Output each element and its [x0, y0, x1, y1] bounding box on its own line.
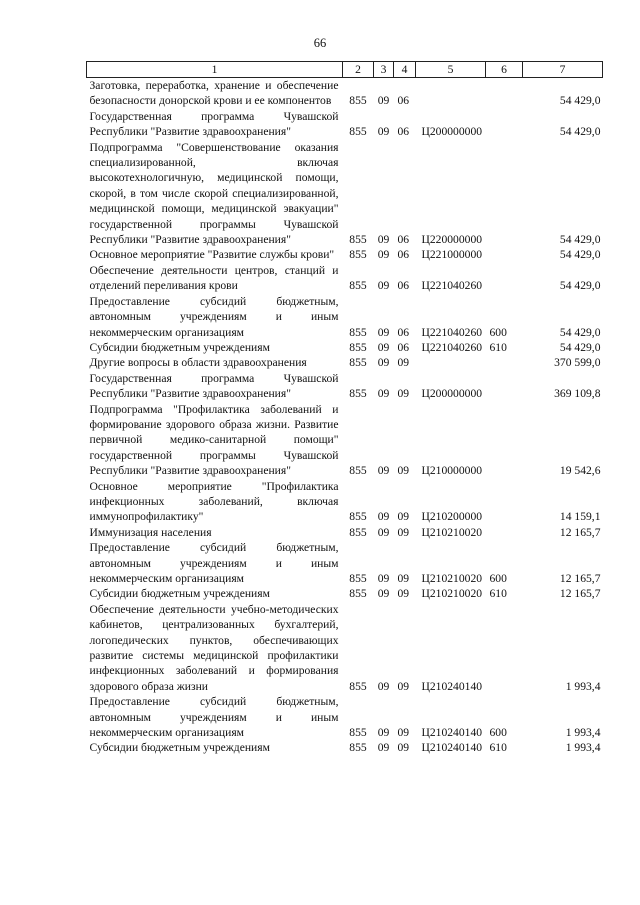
table-row — [87, 402, 603, 479]
row-section-code: 09 — [377, 356, 390, 370]
table-row — [87, 355, 603, 370]
row-target-code: Ц210240140 — [421, 679, 483, 693]
row-subsection-code: 09 — [397, 572, 410, 585]
row-target-code: Ц210210020 — [421, 525, 483, 539]
row-expense-type — [486, 247, 523, 262]
row-expense-type — [486, 602, 523, 694]
row-ministry-code: 855 — [349, 726, 367, 740]
row-section-code: 09 — [377, 525, 390, 539]
row-subsection-code: 06 — [397, 233, 410, 247]
row-expense-type — [486, 525, 523, 540]
row-description: Предоставление субсидий бюджетным, автономным учреждениям и иным некоммерческим организациям — [89, 541, 339, 585]
row-subsection-code: 06 — [397, 325, 410, 339]
table-row — [87, 602, 603, 694]
row-ministry-code: 855 — [349, 125, 367, 139]
table-row — [87, 586, 603, 601]
row-description: Подпрограмма "Совершенствование оказания специализированной, включая высокотехнологичную, медицинской помощи, скорой, в том числе скорой специализированной, медицинской помощи, медицинской эвакуации" государственной программы Чувашской Республики "Развитие здравоохранения" — [89, 140, 339, 247]
row-description: Заготовка, переработка, хранение и обеспечение безопасности донорской крови и ее компонентов — [89, 79, 339, 108]
row-subsection-code: 06 — [397, 94, 410, 108]
row-description: Предоставление субсидий бюджетным, автономным учреждениям и иным некоммерческим организациям — [89, 695, 339, 740]
row-subsection-code: 06 — [397, 340, 410, 354]
row-target-code: Ц210200000 — [421, 510, 483, 524]
row-subsection-code: 09 — [397, 726, 410, 740]
row-description: Основное мероприятие "Развитие службы крови" — [89, 248, 335, 262]
row-subsection-code: 06 — [397, 125, 410, 139]
row-amount: 370 599,0 — [554, 356, 601, 370]
row-description: Государственная программа Чувашской Республики "Развитие здравоохранения" — [89, 371, 339, 401]
row-description: Субсидии бюджетным учреждениям — [89, 741, 270, 755]
table-row — [87, 525, 603, 540]
row-amount: 1 993,4 — [565, 741, 601, 755]
row-subsection-code: 09 — [397, 356, 410, 370]
row-amount: 14 159,1 — [559, 510, 601, 524]
row-section-code: 09 — [377, 233, 390, 247]
row-description: Государственная программа Чувашской Республики "Развитие здравоохранения" — [89, 109, 339, 139]
row-target-code: Ц210240140 — [421, 741, 483, 755]
row-ministry-code: 855 — [349, 340, 367, 354]
row-amount: 1 993,4 — [565, 679, 601, 693]
row-expense-type: 610 — [489, 741, 507, 755]
row-amount: 54 429,0 — [559, 325, 601, 339]
table-row — [87, 694, 603, 740]
row-expense-type — [486, 479, 523, 525]
row-section-code: 09 — [377, 279, 390, 293]
row-description: Субсидии бюджетным учреждениям — [89, 340, 270, 354]
row-ministry-code: 855 — [349, 679, 367, 693]
row-ministry-code: 855 — [349, 587, 367, 601]
row-amount: 54 429,0 — [559, 233, 601, 247]
row-expense-type — [486, 109, 523, 140]
row-amount: 1 993,4 — [565, 726, 601, 740]
row-section-code: 09 — [377, 679, 390, 693]
row-ministry-code: 855 — [349, 94, 367, 108]
row-section-code: 09 — [377, 572, 390, 585]
row-expense-type — [486, 402, 523, 479]
row-target-code: Ц221000000 — [421, 248, 483, 262]
row-ministry-code: 855 — [349, 356, 367, 370]
table-row — [87, 479, 603, 525]
row-expense-type — [486, 78, 523, 109]
table-row — [87, 340, 603, 355]
row-section-code: 09 — [377, 387, 390, 401]
row-subsection-code: 09 — [397, 741, 410, 755]
row-description: Основное мероприятие "Профилактика инфекционных заболеваний, включая иммунопрофилактику" — [89, 479, 339, 524]
row-section-code: 09 — [377, 248, 390, 262]
row-description: Иммунизация населения — [89, 525, 212, 539]
row-ministry-code: 855 — [349, 279, 367, 293]
column-header-3: 3 — [374, 62, 394, 78]
column-header-4: 4 — [394, 62, 416, 78]
row-target-code: Ц221040260 — [421, 340, 483, 354]
row-ministry-code: 855 — [349, 510, 367, 524]
table-header-row — [87, 62, 603, 78]
row-amount: 12 165,7 — [559, 525, 601, 539]
row-amount: 12 165,7 — [559, 587, 601, 601]
row-target-code: Ц200000000 — [421, 387, 483, 401]
table-row — [87, 78, 603, 109]
row-subsection-code: 09 — [397, 387, 410, 401]
row-ministry-code: 855 — [349, 233, 367, 247]
row-ministry-code: 855 — [349, 464, 367, 478]
row-amount: 369 109,8 — [554, 387, 601, 401]
row-target-code: Ц200000000 — [421, 125, 483, 139]
row-subsection-code: 09 — [397, 525, 410, 539]
table-row — [87, 540, 603, 586]
row-ministry-code: 855 — [349, 741, 367, 755]
row-expense-type: 600 — [489, 325, 507, 339]
row-description: Обеспечение деятельности центров, станций и отделений переливания крови — [89, 263, 339, 293]
row-expense-type: 610 — [489, 587, 507, 601]
row-expense-type — [486, 371, 523, 402]
row-expense-type — [486, 140, 523, 248]
row-section-code: 09 — [377, 510, 390, 524]
row-target-code: Ц221040260 — [421, 325, 483, 339]
row-ministry-code: 855 — [349, 572, 367, 585]
row-section-code: 09 — [377, 726, 390, 740]
row-section-code: 09 — [377, 325, 390, 339]
row-amount: 19 542,6 — [559, 464, 601, 478]
row-subsection-code: 06 — [397, 248, 410, 262]
column-header-1: 1 — [87, 62, 343, 78]
row-amount: 54 429,0 — [559, 125, 601, 139]
row-description: Подпрограмма "Профилактика заболеваний и формирование здорового образа жизни. Развитие первичной медико-санитарной помощи" государственной программы Чувашской Республики "Развитие здравоохранения" — [89, 402, 339, 478]
row-target-code — [416, 78, 486, 109]
row-expense-type: 600 — [489, 572, 507, 585]
row-ministry-code: 855 — [349, 248, 367, 262]
row-expense-type — [486, 355, 523, 370]
row-amount: 54 429,0 — [559, 279, 601, 293]
row-ministry-code: 855 — [349, 387, 367, 401]
row-description: Другие вопросы в области здравоохранения — [89, 356, 307, 370]
column-header-2: 2 — [343, 62, 374, 78]
row-section-code: 09 — [377, 94, 390, 108]
row-target-code: Ц210000000 — [421, 464, 483, 478]
table-row — [87, 247, 603, 262]
row-description: Предоставление субсидий бюджетным, автономным учреждениям и иным некоммерческим организациям — [89, 294, 339, 339]
row-target-code: Ц221040260 — [421, 279, 483, 293]
row-subsection-code: 09 — [397, 510, 410, 524]
column-header-7: 7 — [523, 62, 603, 78]
row-expense-type — [486, 263, 523, 294]
table-row — [87, 263, 603, 294]
row-description: Субсидии бюджетным учреждениям — [89, 587, 270, 601]
row-amount: 12 165,7 — [559, 572, 601, 585]
row-subsection-code: 09 — [397, 587, 410, 601]
row-section-code: 09 — [377, 741, 390, 755]
row-target-code — [416, 355, 486, 370]
row-amount: 54 429,0 — [559, 94, 601, 108]
row-target-code: Ц210210020 — [421, 572, 483, 585]
row-section-code: 09 — [377, 587, 390, 601]
row-target-code: Ц210210020 — [421, 587, 483, 601]
table-row — [87, 740, 603, 755]
row-description: Обеспечение деятельности учебно-методических кабинетов, централизованных бухгалтерий, логопедических пунктов, обеспечивающих развитие системы медицинской профилактики инфекционных заболеваний и формирования здорового образа жизни — [89, 602, 339, 693]
row-subsection-code: 06 — [397, 279, 410, 293]
table-body — [87, 78, 603, 756]
row-subsection-code: 09 — [397, 679, 410, 693]
row-amount: 54 429,0 — [559, 248, 601, 262]
column-header-6: 6 — [486, 62, 523, 78]
page-number: 66 — [313, 36, 327, 50]
row-section-code: 09 — [377, 340, 390, 354]
row-ministry-code: 855 — [349, 325, 367, 339]
row-expense-type: 600 — [489, 726, 507, 740]
column-header-5: 5 — [416, 62, 486, 78]
budget-table — [86, 61, 603, 756]
table-row — [87, 109, 603, 140]
row-ministry-code: 855 — [349, 525, 367, 539]
row-target-code: Ц210240140 — [421, 726, 483, 740]
table-row — [87, 294, 603, 340]
table-row — [87, 140, 603, 248]
row-target-code: Ц220000000 — [421, 233, 483, 247]
row-expense-type: 610 — [489, 340, 507, 354]
table-row — [87, 371, 603, 402]
row-amount: 54 429,0 — [559, 340, 601, 354]
row-section-code: 09 — [377, 464, 390, 478]
row-subsection-code: 09 — [397, 464, 410, 478]
row-section-code: 09 — [377, 125, 390, 139]
